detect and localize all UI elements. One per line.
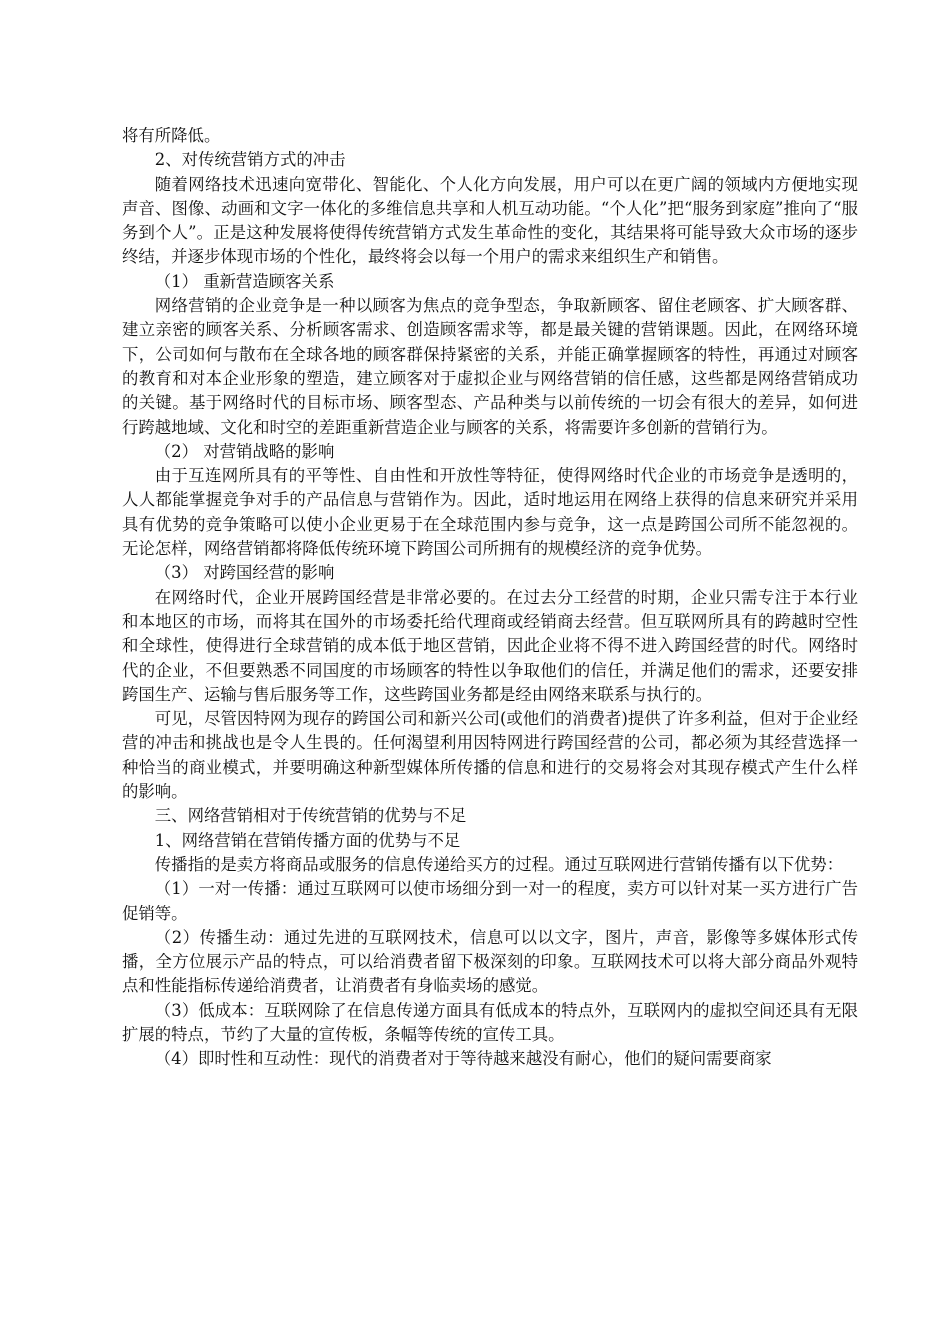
section-heading: 2、对传统营销方式的冲击 xyxy=(154,150,346,170)
subsection-heading: （1） 重新营造顾客关系 xyxy=(154,271,335,291)
subsection-heading: （3） 对跨国经营的影响 xyxy=(154,563,335,583)
body-paragraph: 随着网络技术迅速向宽带化、智能化、个人化方向发展，用户可以在更广阔的领域内方便地实现声音、图像、动画和文字一体化的多维信息共享和人机互动功能。“个人化”把“服务到家庭”推向了“服务到个人”。正是这种发展将使得传统营销方式发生革命性的变化，其结果将可能导致大众市场的逐步终结，并逐步体现市场的个性化，最终将会以每一个用户的需求来组织生产和销售。 xyxy=(122,174,858,267)
subsection-heading: （2） 对营销战略的影响 xyxy=(154,441,335,461)
section-heading: 三、网络营销相对于传统营销的优势与不足 xyxy=(154,806,467,826)
body-paragraph: 由于互连网所具有的平等性、自由性和开放性等特征，使得网络时代企业的市场竞争是透明的，人人都能掌握竞争对手的产品信息与营销作为。因此，适时地运用在网络上获得的信息来研究并采用具有优势的竞争策略可以使小企业更易于在全球范围内参与竞争，这一点是跨国公司所不能忽视的。无论怎样，网络营销都将降低传统环境下跨国公司所拥有的规模经济的竞争优势。 xyxy=(122,466,858,559)
body-paragraph: 网络营销的企业竞争是一种以顾客为焦点的竞争型态，争取新顾客、留住老顾客、扩大顾客群、建立亲密的顾客关系、分析顾客需求、创造顾客需求等，都是最关键的营销课题。因此，在网络环境下，公司如何与散布在全球各地的顾客群保持紧密的关系，并能正确掌握顾客的特性，再通过对顾客的教育和对本企业形象的塑造，建立顾客对于虚拟企业与网络营销的信任感，这些都是网络营销成功的关键。基于网络时代的目标市场、顾客型态、产品种类与以前传统的一切会有很大的差异，如何进行跨越地域、文化和时空的差距重新营造企业与顾客的关系，将需要许多创新的营销行为。 xyxy=(122,296,858,437)
body-paragraph: 可见，尽管因特网为现存的跨国公司和新兴公司(或他们的消费者)提供了许多利益，但对于企业经营的冲击和挑战也是令人生畏的。任何渴望利用因特网进行跨国经营的公司，都必须为其经营选择一种恰当的商业模式，并要明确这种新型媒体所传播的信息和进行的交易将会对其现存模式产生什么样的影响。 xyxy=(122,709,858,802)
paragraph-continuation: 将有所降低。 xyxy=(122,126,221,145)
body-paragraph: 传播指的是卖方将商品或服务的信息传递给买方的过程。通过互联网进行营销传播有以下优势： xyxy=(154,854,844,874)
section-heading: 1、网络营销在营销传播方面的优势与不足 xyxy=(154,830,461,850)
document-body xyxy=(122,124,858,1072)
list-item: （1）一对一传播：通过互联网可以使市场细分到一对一的程度，卖方可以针对某一买方进行广告促销等。 xyxy=(122,879,858,923)
list-item: （4）即时性和互动性：现代的消费者对于等待越来越没有耐心，他们的疑问需要商家 xyxy=(154,1049,772,1069)
list-item: （2）传播生动：通过先进的互联网技术，信息可以以文字，图片，声音，影像等多媒体形式传播，全方位展示产品的特点，可以给消费者留下极深刻的印象。互联网技术可以将大部分商品外观特点和性能指标传递给消费者，让消费者有身临卖场的感觉。 xyxy=(122,927,858,996)
list-item: （3）低成本：互联网除了在信息传递方面具有低成本的特点外，互联网内的虚拟空间还具有无限扩展的特点，节约了大量的宣传板，条幅等传统的宣传工具。 xyxy=(122,1000,858,1044)
body-paragraph: 在网络时代，企业开展跨国经营是非常必要的。在过去分工经营的时期，企业只需专注于本行业和本地区的市场，而将其在国外的市场委托给代理商或经销商去经营。但互联网所具有的跨越时空性和全球性，使得进行全球营销的成本低于地区营销，因此企业将不得不进入跨国经营的时代。网络时代的企业，不但要熟悉不同国度的市场顾客的特性以争取他们的信任，并满足他们的需求，还要安排跨国生产、运输与售后服务等工作，这些跨国业务都是经由网络来联系与执行的。 xyxy=(122,587,858,704)
